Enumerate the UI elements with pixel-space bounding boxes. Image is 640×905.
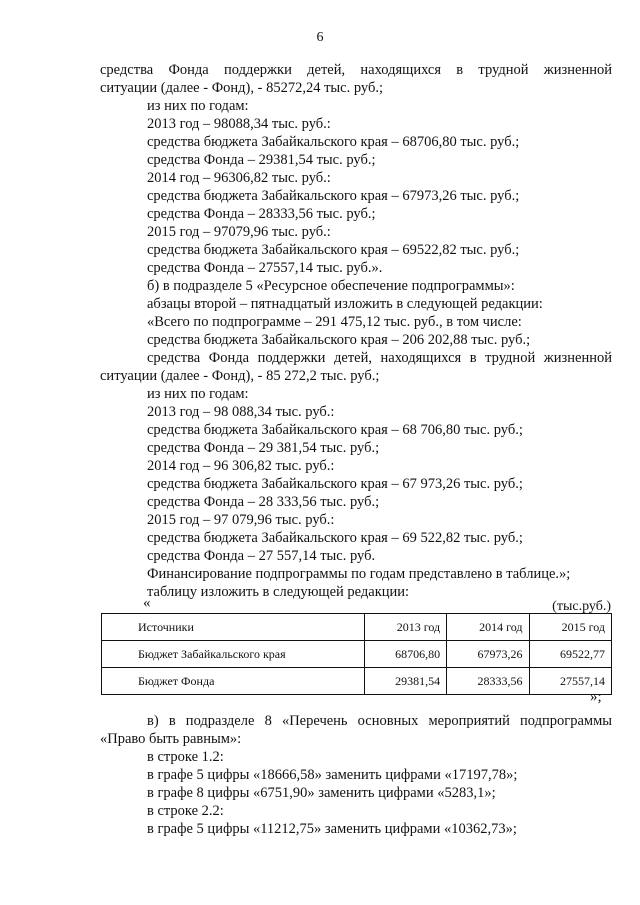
table-cell: 68706,80 xyxy=(364,641,446,668)
paragraph-line: в) в подразделе 8 «Перечень основных мероприятий подпрограммы xyxy=(147,713,612,729)
paragraph-line: в строке 2.2: xyxy=(147,803,224,819)
paragraph-line: «Всего по подпрограмме – 291 475,12 тыс. руб., в том числе: xyxy=(147,314,522,330)
table-row xyxy=(102,641,612,668)
table-cell: 69522,77 xyxy=(529,641,611,668)
paragraph-line: из них по годам: xyxy=(147,386,249,402)
paragraph-line: в графе 5 цифры «18666,58» заменить цифрами «17197,78»; xyxy=(147,767,518,783)
paragraph-line: средства Фонда – 28 333,56 тыс. руб.; xyxy=(147,494,380,510)
paragraph-line: ситуации (далее - Фонд), - 85 272,2 тыс. руб.; xyxy=(100,368,380,384)
table-cell: 67973,26 xyxy=(447,641,529,668)
paragraph-line: средства бюджета Забайкальского края – 67 973,26 тыс. руб.; xyxy=(147,476,523,492)
paragraph-line: 2015 год – 97 079,96 тыс. руб.: xyxy=(147,512,335,528)
header-cell: 2013 год xyxy=(364,614,446,641)
paragraph-line: средства Фонда – 28333,56 тыс. руб.; xyxy=(147,206,376,222)
paragraph-line: 2014 год – 96306,82 тыс. руб.: xyxy=(147,170,331,186)
paragraph-line: «Право быть равным»: xyxy=(100,731,242,747)
open-quote: « xyxy=(143,595,151,611)
paragraph-line: средства Фонда – 27557,14 тыс. руб.». xyxy=(147,260,383,276)
close-quote: »; xyxy=(590,689,602,705)
table-cell: Бюджет Забайкальского края xyxy=(102,641,365,668)
paragraph-line: б) в подразделе 5 «Ресурсное обеспечение подпрограммы»: xyxy=(147,278,515,294)
paragraph-line: таблицу изложить в следующей редакции: xyxy=(147,584,410,600)
paragraph-line: средства бюджета Забайкальского края – 69522,82 тыс. руб.; xyxy=(147,242,520,258)
paragraph-line: средства бюджета Забайкальского края – 68 706,80 тыс. руб.; xyxy=(147,422,523,438)
page-number: 6 xyxy=(316,30,324,45)
header-cell: 2014 год xyxy=(447,614,529,641)
paragraph-line: 2014 год – 96 306,82 тыс. руб.: xyxy=(147,458,335,474)
paragraph-line: средства Фонда – 29 381,54 тыс. руб.; xyxy=(147,440,380,456)
table-unit-label: (тыс.руб.) xyxy=(552,599,611,614)
table-cell: 29381,54 xyxy=(364,668,446,695)
paragraph-line: средства Фонда – 29381,54 тыс. руб.; xyxy=(147,152,376,168)
paragraph-line: из них по годам: xyxy=(147,98,249,114)
paragraph-line: средства Фонда поддержки детей, находящихся в трудной жизненной xyxy=(100,62,612,78)
paragraph-line: Финансирование подпрограммы по годам представлено в таблице.»; xyxy=(147,566,571,582)
paragraph-line: 2013 год – 98 088,34 тыс. руб.: xyxy=(147,404,335,420)
paragraph-line: абзацы второй – пятнадцатый изложить в следующей редакции: xyxy=(147,296,543,312)
paragraph-line: 2015 год – 97079,96 тыс. руб.: xyxy=(147,224,331,240)
paragraph-line: средства бюджета Забайкальского края – 67973,26 тыс. руб.; xyxy=(147,188,520,204)
paragraph-line: в графе 5 цифры «11212,75» заменить цифрами «10362,73»; xyxy=(147,821,517,837)
paragraph-line: средства бюджета Забайкальского края – 68706,80 тыс. руб.; xyxy=(147,134,520,150)
paragraph-line: средства бюджета Забайкальского края – 206 202,88 тыс. руб.; xyxy=(147,332,531,348)
paragraph-line: 2013 год – 98088,34 тыс. руб.: xyxy=(147,116,331,132)
header-cell: 2015 год xyxy=(529,614,611,641)
paragraph-line: в строке 1.2: xyxy=(147,749,224,765)
table-cell: 28333,56 xyxy=(447,668,529,695)
paragraph-line: ситуации (далее - Фонд), - 85272,24 тыс. руб.; xyxy=(100,80,383,96)
table-header-row xyxy=(102,614,612,641)
sources-table xyxy=(101,613,612,695)
table-row xyxy=(102,668,612,695)
table-cell: Бюджет Фонда xyxy=(102,668,365,695)
paragraph-line: средства бюджета Забайкальского края – 69 522,82 тыс. руб.; xyxy=(147,530,523,546)
paragraph-line: в графе 8 цифры «6751,90» заменить цифрами «5283,1»; xyxy=(147,785,496,801)
paragraph-line: средства Фонда – 27 557,14 тыс. руб. xyxy=(147,548,376,564)
header-cell: Источники xyxy=(102,614,365,641)
table-cell: 27557,14 xyxy=(529,668,611,695)
paragraph-line: средства Фонда поддержки детей, находящихся в трудной жизненной xyxy=(147,350,612,366)
